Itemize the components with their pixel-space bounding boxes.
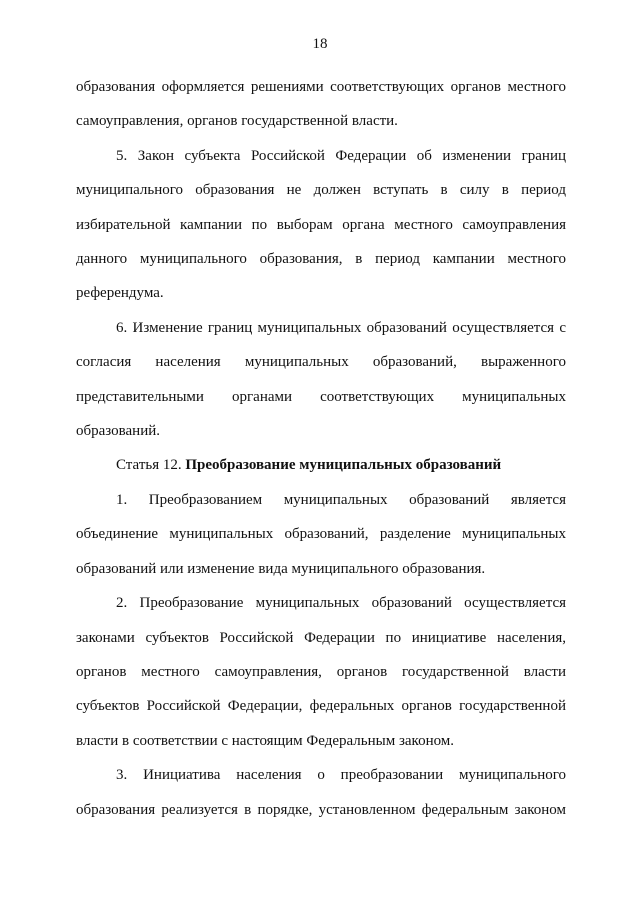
page-number: 18	[312, 36, 328, 52]
article-heading	[76, 448, 566, 482]
paragraph-continuation: образования оформляется решениями соответствующих органов местного самоуправления, органов государственной власти.	[76, 79, 566, 130]
article-paragraph-3: 3. Инициатива населения о преобразовании муниципального образования реализуется в порядке, установленном федеральным законом	[76, 767, 566, 818]
paragraph-item-6: 6. Изменение границ муниципальных образований осуществляется с согласия населения муниципальных образований, выраженного представительными органами соответствующих муниципальных образований.	[76, 319, 566, 440]
article-title: Преобразование муниципальных образований	[185, 457, 502, 474]
paragraph-item-5: 5. Закон субъекта Российской Федерации об изменении границ муниципального образования не должен вступать в силу в период избирательной кампании по выборам органа местного самоуправления данного муниципального образования, в период кампании местного референдума.	[76, 147, 566, 302]
article-number: Статья 12.	[116, 457, 182, 474]
article-paragraph-2: 2. Преобразование муниципальных образований осуществляется законами субъектов Российской Федерации по инициативе населения, органов местного самоуправления, органов государственной власти субъектов Российской Федерации, федеральных органов государственной власти в соответствии с настоящим Федеральным законом.	[76, 595, 566, 749]
article-paragraph-1: 1. Преобразованием муниципальных образований является объединение муниципальных образований, разделение муниципальных образований или изменение вида муниципального образования.	[76, 491, 566, 577]
document-body	[76, 70, 566, 827]
